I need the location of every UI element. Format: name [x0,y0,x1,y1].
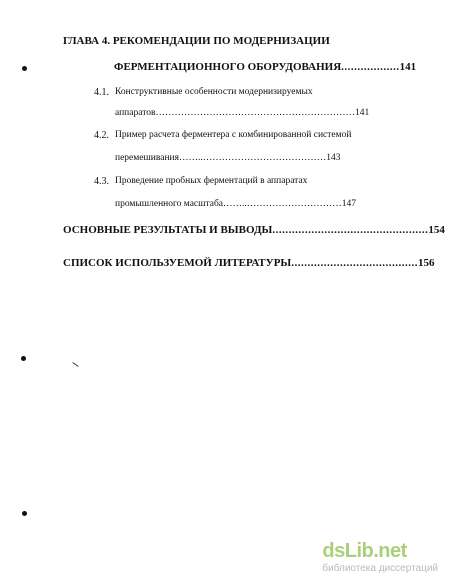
chapter-title-text: ФЕРМЕНТАЦИОННОГО ОБОРУДОВАНИЯ [114,61,342,73]
chapter-page: 141 [399,61,417,73]
chapter-dots: .................. [341,61,400,73]
section-4-1-dots: ……………………………………………………… [155,108,355,118]
literature-dots: ....................................... [291,257,418,269]
section-4-1-line2 [115,108,369,118]
watermark [322,540,438,574]
section-4-2-text: перемешивания [115,153,180,163]
section-4-3-page: 147 [341,199,357,209]
literature-entry [63,258,434,269]
watermark-logo: dsLib.net [322,540,407,562]
section-4-1-text: аппаратов [115,108,156,118]
scan-dot-1 [22,66,27,71]
results-page: 154 [428,224,445,236]
scan-dot-2 [21,356,26,361]
scan-mark [72,362,78,367]
literature-page: 156 [417,257,435,269]
chapter-title-line2 [114,62,416,73]
section-4-3-text: промышленного масштаба [115,199,224,209]
section-4-2-number: 4.2. [94,130,109,141]
results-dots: ................................................ [272,224,429,236]
section-4-3-line2 [115,199,356,209]
section-4-1-number: 4.1. [94,87,109,98]
section-4-3-line1: Проведение пробных ферментаций в аппаратах [115,176,308,186]
watermark-subtitle: библиотека диссертаций [322,563,438,574]
chapter-title-line1: ГЛАВА 4. РЕКОМЕНДАЦИИ ПО МОДЕРНИЗАЦИИ [63,35,330,47]
literature-title: СПИСОК ИСПОЛЬЗУЕМОЙ ЛИТЕРАТУРЫ [63,257,292,269]
results-entry [63,225,445,236]
section-4-2-dots: ……..………………………………… [179,153,327,163]
section-4-2-page: 143 [326,153,341,163]
section-4-2-line2 [115,153,341,163]
results-title: ОСНОВНЫЕ РЕЗУЛЬТАТЫ И ВЫВОДЫ [63,224,273,236]
scan-dot-3 [22,511,27,516]
section-4-1-page: 141 [354,108,370,118]
section-4-2-line1: Пример расчета ферментера с комбинированной системой [115,130,352,140]
section-4-3-dots: ……..………………………… [223,199,342,209]
section-4-1-line1: Конструктивные особенности модернизируемых [115,87,313,97]
section-4-3-number: 4.3. [94,176,109,187]
